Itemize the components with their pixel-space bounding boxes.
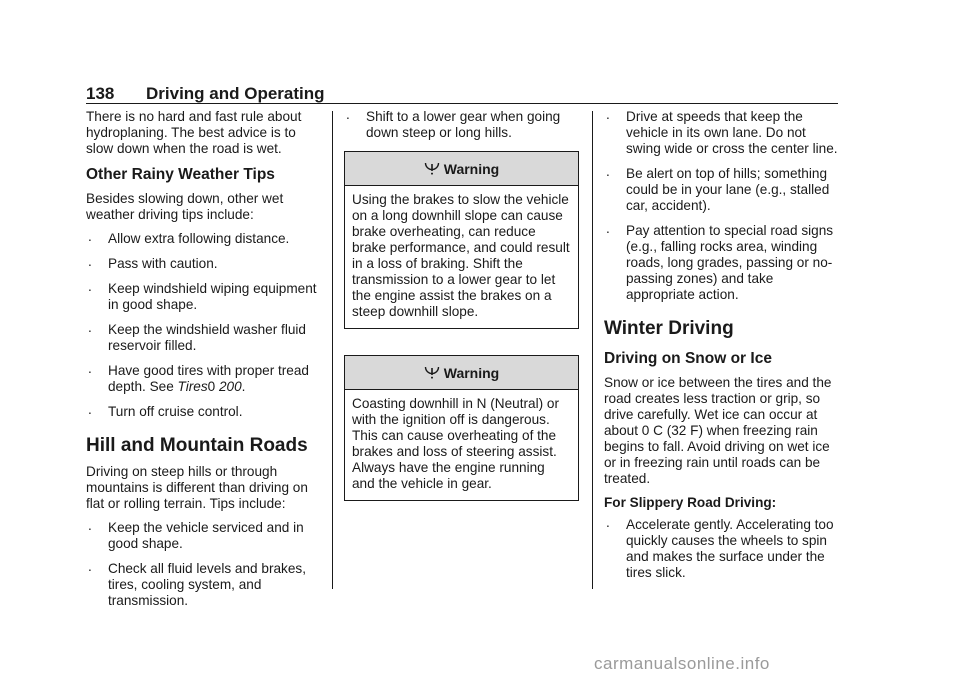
heading-winter-driving: Winter Driving: [604, 318, 734, 339]
heading-snow-ice: Driving on Snow or Ice: [604, 350, 772, 367]
column-divider-2: [592, 111, 593, 589]
warning-body: Coasting downhill in N (Neutral) or with the ignition off is dangerous. This can cause overheating of the brakes and loss of steering assist. Always have the engine running and the vehicle in gear.: [352, 396, 560, 491]
page-header: [86, 84, 838, 104]
column-3: [604, 109, 840, 590]
shift-list: [344, 109, 579, 141]
header-rule: [86, 103, 838, 104]
warning-box-brakes: [344, 151, 579, 329]
column-1: [86, 109, 322, 618]
list-item: . Accelerate gently. Accelerating too quickly causes the wheels to spin and makes the surface under the tires slick.: [606, 515, 834, 580]
list-item: . Pay attention to special road signs (e.g., falling rocks area, winding roads, long grades, passing or no-passing zones) and take appropriate action.: [606, 221, 834, 302]
warning-box-coasting: [344, 355, 579, 501]
hill-driving-list: [604, 109, 840, 303]
warning-body: Using the brakes to slow the vehicle on a long downhill slope can cause brake overheating, can reduce brake performance, and could result in a loss of braking. Shift the transmission to a lower gear to let the engine assist the brakes on a steep downhill slope.: [352, 192, 570, 319]
warning-icon: [424, 365, 440, 381]
list-item: . Shift to a lower gear when going down steep or long hills.: [346, 107, 561, 140]
list-item: . Check all fluid levels and brakes, tires, cooling system, and transmission.: [88, 559, 306, 608]
watermark: carmanualsonline.info: [594, 654, 770, 673]
list-item: . Drive at speeds that keep the vehicle in its own lane. Do not swing wide or cross the center line.: [606, 107, 838, 156]
snow-paragraph: Snow or ice between the tires and the road creates less traction or grip, so drive carefully. Wet ice can occur at about 0 C (32 F) when freezing rain begins to fall. Avoid driving on wet ice or in freezing rain until roads can be treated.: [604, 375, 832, 486]
column-2: [344, 109, 579, 501]
rainy-tips-list: [86, 231, 322, 420]
page-number: 138: [86, 84, 115, 103]
tires-page-ref[interactable]: 200: [218, 379, 242, 394]
warning-header: [345, 356, 578, 390]
list-item: . Keep the vehicle serviced and in good shape.: [88, 518, 304, 551]
heading-slippery: For Slippery Road Driving:: [604, 495, 777, 510]
list-item: . Turn off cruise control.: [88, 402, 243, 419]
list-item: . Allow extra following distance.: [88, 229, 290, 246]
tires-link[interactable]: Tires: [177, 379, 208, 394]
hill-intro: Driving on steep hills or through mountains is different than driving on flat or rolling terrain. Tips include:: [86, 464, 308, 511]
warning-header: [345, 152, 578, 186]
list-item: . Have good tires with proper tread depth. See Tires0 200.: [88, 361, 309, 394]
list-item: . Be alert on top of hills; something could be in your lane (e.g., stalled car, accident).: [606, 164, 830, 213]
column-divider-1: [332, 111, 333, 589]
slippery-list: [604, 517, 840, 581]
heading-rainy-weather: Other Rainy Weather Tips: [86, 166, 275, 183]
warning-title: Warning: [443, 364, 500, 381]
rainy-intro: Besides slowing down, other wet weather driving tips include:: [86, 191, 284, 222]
section-title: Driving and Operating: [146, 84, 325, 103]
warning-icon: [424, 161, 440, 177]
page-ref-icon: 0: [207, 379, 216, 394]
hill-tips-list: [86, 520, 322, 609]
warning-title: Warning: [443, 160, 500, 177]
list-item: . Keep windshield wiping equipment in good shape.: [88, 279, 317, 312]
hydroplaning-paragraph: There is no hard and fast rule about hydroplaning. The best advice is to slow down when the road is wet.: [86, 109, 302, 156]
heading-hill-mountain: Hill and Mountain Roads: [86, 435, 308, 456]
list-item: . Keep the windshield washer fluid reservoir filled.: [88, 320, 306, 353]
list-item: . Pass with caution.: [88, 254, 218, 271]
